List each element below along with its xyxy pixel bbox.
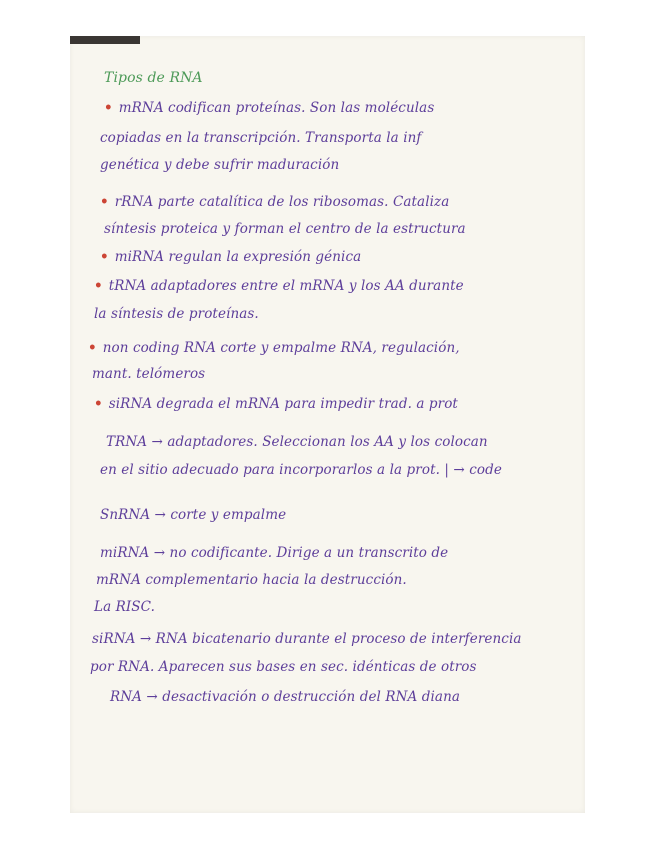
note-line-19: por RNA. Aparecen sus bases en sec. idénticas de otros: [90, 659, 477, 675]
note-line-13: en el sitio adecuado para incorporarlos a la prot. | → code: [100, 462, 502, 478]
note-line-10: mant. telómeros: [92, 366, 206, 382]
note-text-4: rRNA parte catalítica de los ribosomas. Cataliza: [114, 194, 450, 210]
note-text-11: siRNA degrada el mRNA para impedir trad. a prot: [108, 396, 458, 412]
note-line-7: [94, 278, 464, 294]
note-text-1: mRNA codifican proteínas. Son las moléculas: [118, 100, 435, 116]
note-line-1: [104, 100, 434, 116]
note-line-6: [100, 249, 361, 265]
bullet-mark: •: [100, 194, 109, 210]
note-line-4: [100, 194, 449, 210]
note-line-9: [88, 340, 460, 356]
note-text-6: miRNA regulan la expresión génica: [114, 249, 362, 265]
bullet-mark: •: [94, 396, 103, 412]
bullet-mark: •: [94, 278, 103, 294]
notebook-page: [70, 36, 585, 813]
note-line-16: mRNA complementario hacia la destrucción.: [96, 572, 407, 588]
note-line-17: La RISC.: [94, 599, 155, 615]
note-text-9: non coding RNA corte y empalme RNA, regulación,: [102, 340, 460, 356]
note-line-14: SnRNA → corte y empalme: [100, 507, 287, 523]
note-line-2: copiadas en la transcripción. Transporta la inf: [100, 130, 422, 146]
note-line-20: RNA → desactivación o destrucción del RNA diana: [110, 689, 461, 705]
note-text-7: tRNA adaptadores entre el mRNA y los AA durante: [108, 278, 464, 294]
page-title: Tipos de RNA: [104, 70, 203, 86]
note-line-5: síntesis proteica y forman el centro de la estructura: [104, 221, 466, 237]
note-line-18: siRNA → RNA bicatenario durante el proceso de interferencia: [92, 631, 522, 647]
note-line-8: la síntesis de proteínas.: [94, 306, 259, 322]
note-line-12: TRNA → adaptadores. Seleccionan los AA y los colocan: [106, 434, 488, 450]
bullet-mark: •: [88, 340, 97, 356]
note-line-11: [94, 396, 458, 412]
bullet-mark: •: [104, 100, 113, 116]
note-line-15: miRNA → no codificante. Dirige a un transcrito de: [100, 545, 449, 561]
bullet-mark: •: [100, 249, 109, 265]
note-line-3: genética y debe sufrir maduración: [100, 157, 340, 173]
